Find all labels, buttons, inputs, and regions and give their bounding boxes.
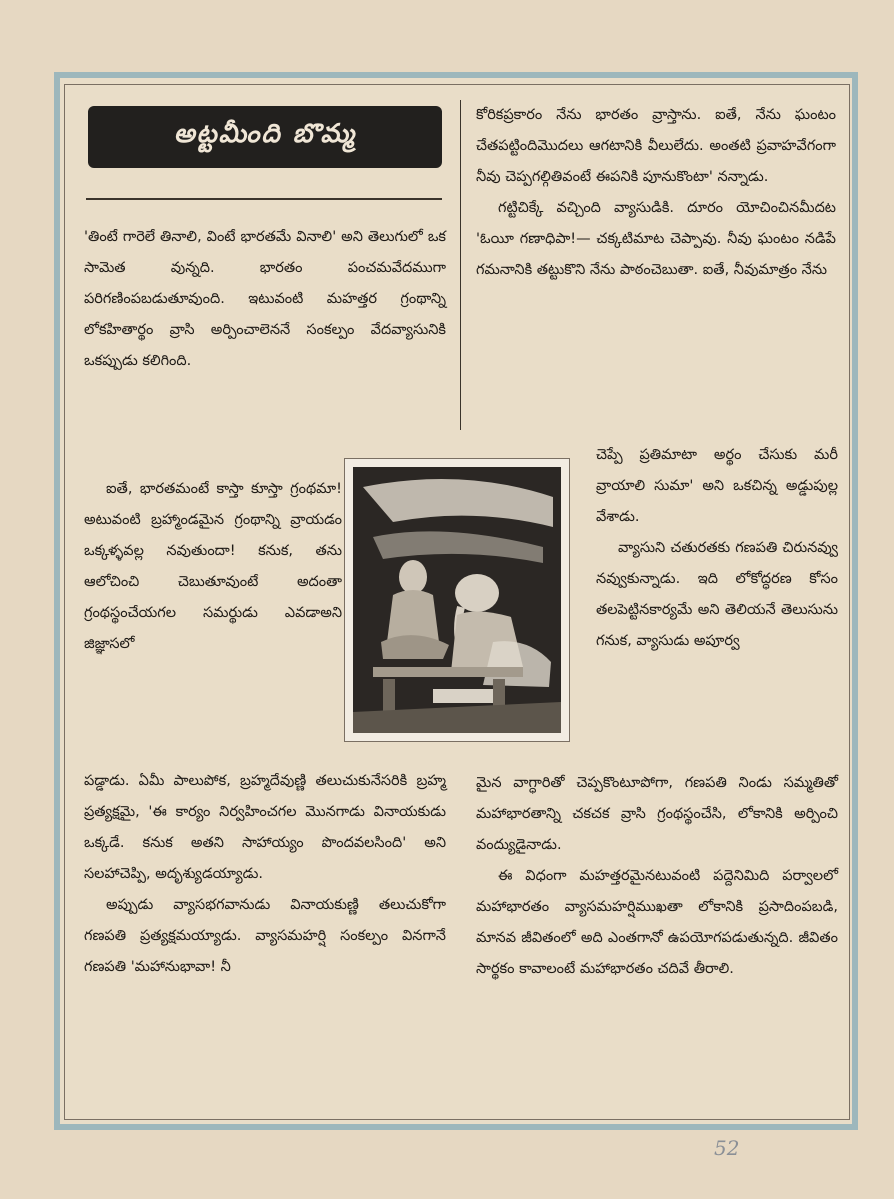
vyasa-ganesha-illustration [344, 458, 570, 742]
paragraph: 'తింటే గారెలే తినాలి, వింటే భారతమే వినాలి' అని తెలుగులో ఒక సామెత వున్నది. భారతం పంచమవేదముగా పరిగణింపబడుతూవుంది. ఇటువంటి మహత్తర గ్రంథాన్ని లోకహితార్థం వ్రాసి అర్పించాలెననే సంకల్పం వేదవ్యాసునికి ఒకప్పుడు కలిగింది. [84, 229, 446, 369]
left-column-middle [84, 474, 342, 660]
column-divider [460, 100, 461, 430]
page-number: 52 [714, 1136, 740, 1160]
left-column-bottom [84, 766, 446, 983]
paragraph: ఐతే, భారతమంటే కాస్తా కూస్తా గ్రంథమా! అటువంటి బ్రహ్మాండమైన గ్రంథాన్ని వ్రాయడం ఒక్కళ్ళవల్ల నవుతుందా! కనుక, తను ఆలోచించి చెబుతూవుంటే అదంతా గ్రంథస్థంచేయగల సమర్థుడు ఎవడాఅని జిజ్ఞాసలో [84, 481, 342, 652]
right-column-top [476, 100, 836, 286]
page-title: అట్టమీంది బొమ్మ [173, 119, 357, 149]
title-banner [88, 106, 442, 168]
right-column-middle [596, 440, 838, 657]
paragraph: గట్టిచిక్కే వచ్చింది వ్యాసుడికి. దూరం యోచించినమీదట 'ఓయీ గణాధిపా!— చక్కటిమాట చెప్పావు. నీవు ఘంటం నడిపే గమనానికి తట్టుకొని నేను పాఠంచెబుతా. ఐతే, నీవుమాత్రం నేను [476, 200, 836, 278]
illustration-icon [353, 467, 561, 733]
paragraph: కోరికప్రకారం నేను భారతం వ్రాస్తాను. ఐతే, నేను ఘంటం చేతపట్టిందిమొదలు ఆగటానికి వీలులేదు. అంతటి ప్రవాహవేగంగా నీవు చెప్పగల్గితివంటే ఈపనికి పూనుకొంటా' నన్నాడు. [476, 107, 836, 185]
title-divider [86, 198, 442, 200]
left-column-intro [84, 222, 446, 377]
paragraph: మైన వాగ్ధారితో చెప్పకొంటూపోగా, గణపతి నిండు సమ్మతితో మహాభారతాన్ని చకచక వ్రాసి గ్రంథస్థంచేసి, లోకానికి అర్పించి వంద్యుడైనాడు. [476, 775, 838, 853]
paragraph: అప్పుడు వ్యాసభగవానుడు వినాయకుణ్ణి తలుచుకోగా గణపతి ప్రత్యక్షమయ్యాడు. వ్యాసమహర్షి సంకల్పం వినగానే గణపతి 'మహానుభావా! నీ [84, 897, 446, 975]
paragraph: ఈ విధంగా మహత్తరమైనటువంటి పద్దెనిమిది పర్వాలలో మహాభారతం వ్యాసమహర్షిముఖతా లోకానికి ప్రసాదింపబడి, మానవ జీవితంలో అది ఎంతగానో ఉపయోగపడుతున్నది. జీవితం సార్థకం కావాలంటే మహాభారతం చదివే తీరాలి. [476, 868, 838, 977]
paragraph: వ్యాసుని చతురతకు గణపతి చిరునవ్వు నవ్వుకున్నాడు. ఇది లోకోద్ధరణ కోసం తలపెట్టినకార్యమే అని తెలియనే తెలుసును గనుక, వ్యాసుడు అపూర్వ [596, 540, 838, 649]
paragraph: చెప్పే ప్రతిమాటా అర్థం చేసుకు మరీ వ్రాయాలి సుమా' అని ఒకచిన్న అడ్డుపుల్ల వేశాడు. [596, 447, 838, 525]
paragraph: పడ్డాడు. ఏమీ పాలుపోక, బ్రహ్మదేవుణ్ణి తలుచుకునేసరికి బ్రహ్మ ప్రత్యక్షమై, 'ఈ కార్యం నిర్వహించగల మొనగాడు వినాయకుడు ఒక్కడే. కనుక అతని సాహాయ్యం పొందవలసింది' అని సలహాచెప్పి, అదృశ్యుడయ్యాడు. [84, 773, 446, 882]
right-column-bottom [476, 768, 838, 985]
